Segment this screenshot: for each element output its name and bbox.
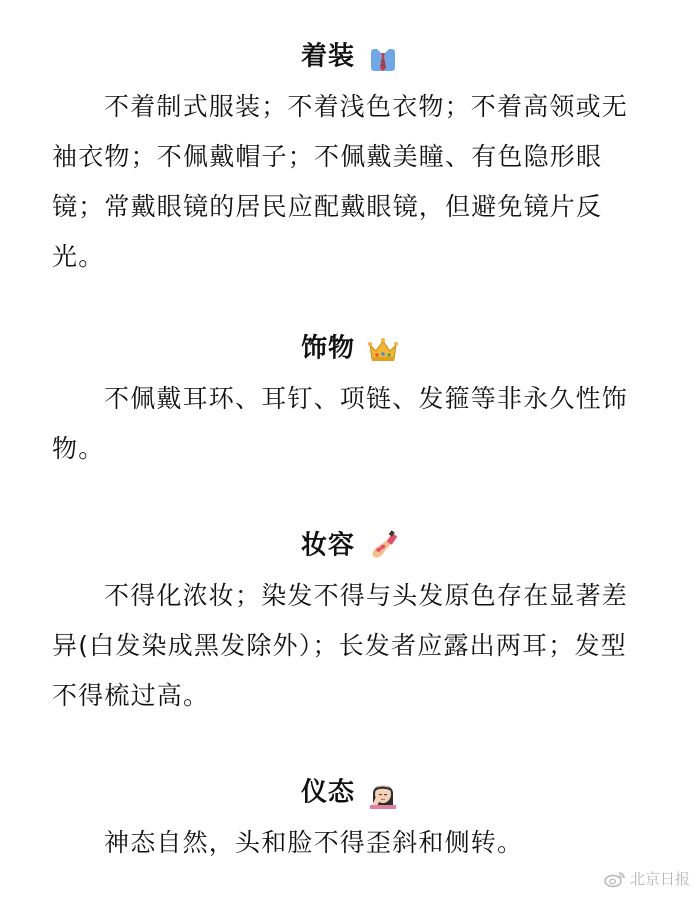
crown-icon: [367, 333, 399, 365]
section-title-text: 着装: [300, 41, 355, 72]
section-body: 不佩戴耳环、耳钉、项链、发箍等非永久性饰物。: [52, 384, 629, 463]
section-body: 神态自然，头和脸不得歪斜和侧转。: [104, 828, 524, 857]
section-title: [0, 330, 700, 366]
nail-polish-icon: [367, 530, 399, 562]
necktie-shirt-icon: [367, 41, 399, 73]
weibo-logo-icon: [604, 870, 626, 888]
section-body: 不得化浓妆；染发不得与头发原色存在显著差异(白发染成黑发除外）；长发者应露出两耳；发型不得梳过高。: [52, 581, 629, 710]
section-title: [0, 38, 700, 74]
section-demeanor: [0, 774, 700, 857]
watermark-text: 北京日报: [629, 870, 690, 888]
section-makeup: [0, 527, 700, 710]
source-watermark: [604, 868, 690, 889]
section-accessories: [0, 330, 700, 463]
woman-facepalm-icon: [367, 777, 399, 809]
section-attire: [0, 38, 700, 271]
section-title: [0, 774, 700, 810]
section-title-text: 仪态: [300, 777, 355, 808]
section-body: 不着制式服装；不着浅色衣物；不着高领或无袖衣物；不佩戴帽子；不佩戴美瞳、有色隐形眼镜；常戴眼镜的居民应配戴眼镜，但避免镜片反光。: [52, 92, 629, 271]
section-title-text: 饰物: [300, 333, 355, 364]
section-title-text: 妆容: [300, 530, 355, 561]
section-title: [0, 527, 700, 563]
